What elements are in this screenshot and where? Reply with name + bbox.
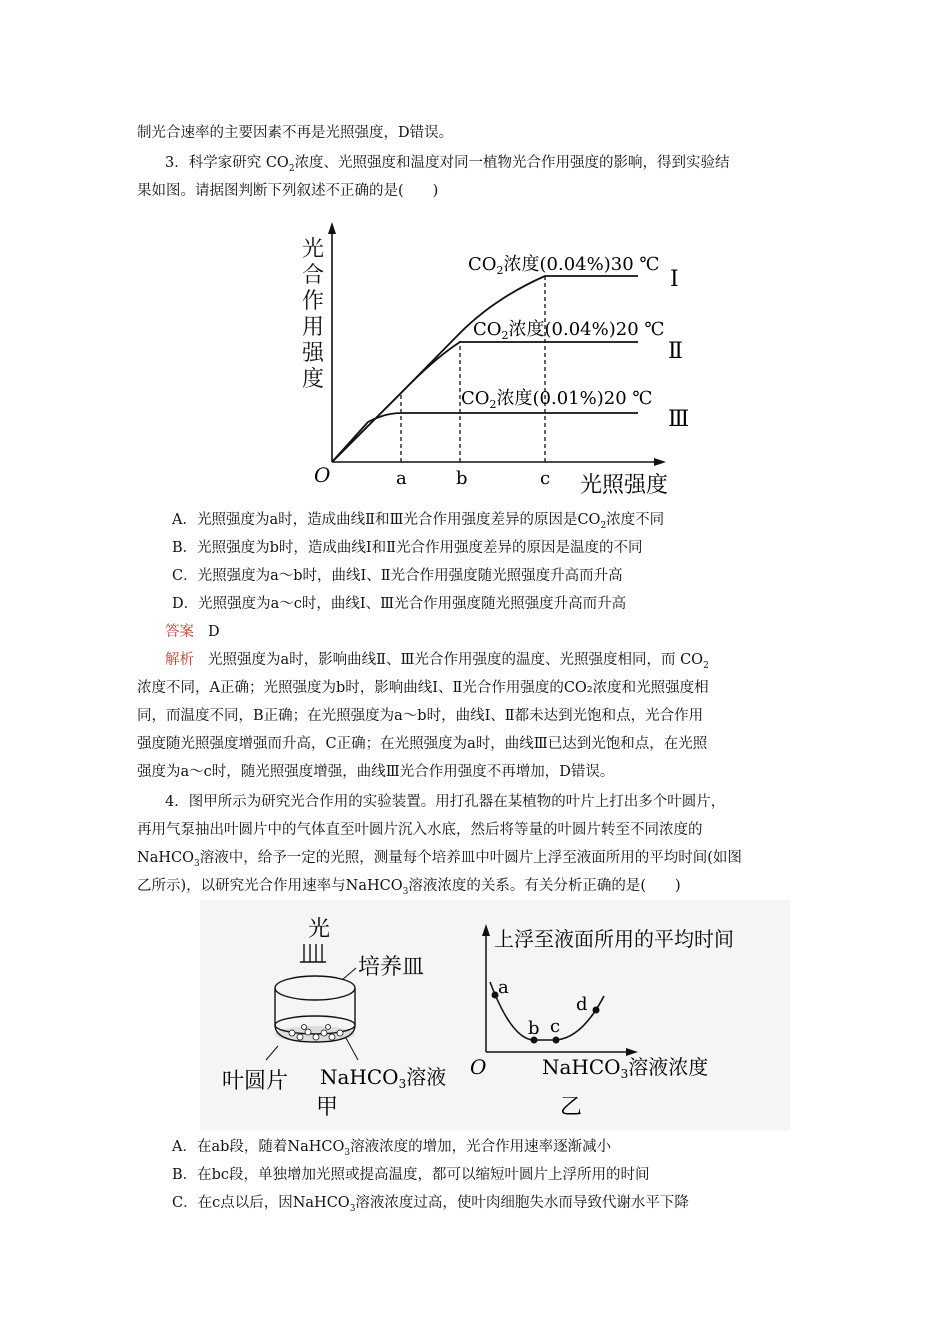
q3-analysis-line-4: 强度随光照强度增强而升高，C正确；在光照强度为a时，曲线Ⅲ已达到光饱和点，在光照 (137, 736, 708, 752)
curve-II-roman: Ⅱ (668, 339, 683, 364)
curve-I-roman: Ⅰ (670, 267, 679, 292)
q3-photosynthesis-graph (290, 210, 690, 500)
y-label-char: 强 (302, 341, 325, 366)
analysis-label: 解析 (165, 652, 194, 668)
yi-y-label: 上浮至液面所用的平均时间 (494, 927, 734, 951)
q3-stem-line-1: 3．科学家研究 $CO_2$浓度、光照强度和温度对同一植物光合作用强度的影响，得到实验结 (165, 155, 730, 174)
curve-III-roman: Ⅲ (668, 407, 690, 432)
q4-option-c: C．在c点以后，因NaHCO$_3$溶液浓度过高，使叶肉细胞失水而导致代谢水平下降 (172, 1195, 689, 1214)
q3-option-a: A．光照强度为a时，造成曲线Ⅱ和Ⅲ光合作用强度差异的原因是$CO_2$浓度不同 (172, 512, 665, 531)
x-axis-arrow (654, 458, 666, 466)
y-label-char: 合 (302, 263, 325, 288)
x-axis-label: 光照强度 (580, 473, 669, 498)
yi-x-label: NaHCO$_3$溶液浓度 (542, 1055, 709, 1081)
y-label-char: 光 (302, 237, 325, 262)
y-label-char: 作 (302, 289, 325, 314)
answer-label: 答案 (165, 624, 194, 640)
yi-label: 乙 (560, 1095, 583, 1120)
jia-label: 甲 (316, 1095, 339, 1120)
x-tick-c: c (540, 468, 551, 489)
curve-II-label: $CO_2$浓度(0.04%)20 ℃ (473, 319, 665, 342)
curve-I (332, 276, 638, 462)
answer-value: D (208, 624, 220, 640)
solution-label: NaHCO$_3$溶液 (320, 1065, 447, 1091)
y-axis-arrow (328, 222, 336, 234)
q3-stem-line-2: 果如图。请据图判断下列叙述不正确的是( ) (137, 183, 439, 199)
q2-tail-text: 制光合速率的主要因素不再是光照强度，D错误。 (137, 125, 454, 141)
q3-analysis-line-2: 浓度不同，A正确；光照强度为b时，影响曲线Ⅰ、Ⅱ光合作用强度的CO₂浓度和光照强度相 (137, 680, 709, 696)
origin-label: O (314, 463, 331, 487)
point-d-label: d (576, 994, 588, 1015)
q4-option-a: A．在ab段，随着NaHCO$_3$溶液浓度的增加，光合作用速率逐渐减小 (172, 1139, 612, 1158)
curve-III (332, 413, 638, 462)
q4-option-b: B．在bc段，单独增加光照或提高温度，都可以缩短叶圆片上浮所用的时间 (172, 1167, 650, 1183)
x-tick-a: a (396, 468, 407, 489)
q4-stem-line-3: NaHCO$_3$溶液中，给予一定的光照，测量每个培养皿中叶圆片上浮至液面所用的平均时间(如图 (137, 850, 742, 869)
q3-answer (165, 622, 220, 642)
point-c-label: c (550, 1016, 561, 1037)
point-c (553, 1037, 560, 1044)
curve-III-label: $CO_2$浓度(0.01%)20 ℃ (461, 388, 653, 411)
q4-stem-line-2: 再用气泵抽出叶圆片中的气体直至叶圆片沉入水底，然后将等量的叶圆片转至不同浓度的 (137, 822, 703, 838)
leaf-label: 叶圆片 (222, 1069, 289, 1094)
light-label: 光 (308, 917, 331, 942)
q3-option-c: C．光照强度为a～b时，曲线Ⅰ、Ⅱ光合作用强度随光照强度升高而升高 (172, 568, 623, 584)
y-label-char: 度 (302, 367, 325, 392)
q3-analysis-line-1: 解析 光照强度为a时，影响曲线Ⅱ、Ⅲ光合作用强度的温度、光照强度相同，而 $CO_2$ (165, 652, 709, 671)
q4-stem-line-4: 乙所示)，以研究光合作用速率与NaHCO$_3$溶液浓度的关系。有关分析正确的是( ) (137, 878, 681, 897)
point-a-label: a (498, 977, 509, 998)
yi-origin: O (470, 1055, 487, 1079)
curve-I-label: $CO_2$浓度(0.04%)30 ℃ (468, 254, 660, 277)
q3-analysis-line-3: 同，而温度不同，B正确；在光照强度为a～b时，曲线Ⅰ、Ⅱ都未达到光饱和点，光合作用 (137, 708, 704, 724)
y-label-char: 用 (302, 315, 325, 340)
q4-experiment-figure (200, 900, 790, 1130)
q3-option-b: B．光照强度为b时，造成曲线Ⅰ和Ⅱ光合作用强度差异的原因是温度的不同 (172, 540, 643, 556)
q3-option-d: D．光照强度为a～c时，曲线Ⅰ、Ⅲ光合作用强度随光照强度升高而升高 (172, 596, 627, 612)
q4-stem-line-1: 4．图甲所示为研究光合作用的实验装置。用打孔器在某植物的叶片上打出多个叶圆片， (165, 794, 726, 810)
q3-analysis-line-5: 强度为a～c时，随光照强度增强，曲线Ⅲ光合作用强度不再增加，D错误。 (137, 764, 615, 780)
x-tick-b: b (456, 468, 468, 489)
dish-label: 培养皿 (358, 955, 425, 980)
point-b-label: b (528, 1018, 540, 1039)
point-d (593, 1007, 600, 1014)
